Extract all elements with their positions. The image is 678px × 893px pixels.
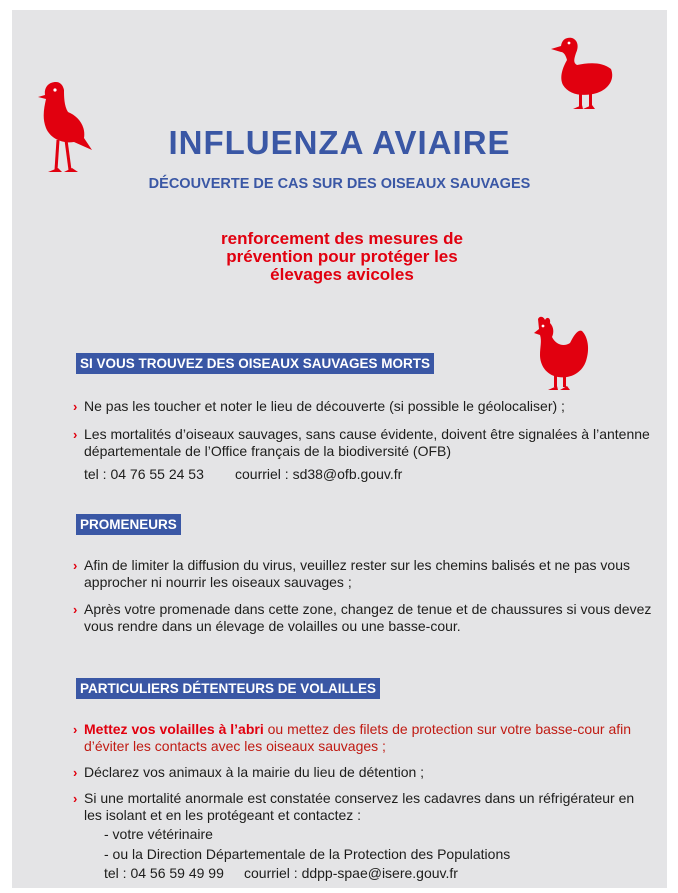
list-item: › Les mortalités d’oiseaux sauvages, sans cause évidente, doivent être signalées à l’antenne départementale de l’Office français de la biodiversité (OFB) <box>73 426 650 459</box>
list-item: › Si une mortalité anormale est constatée conservez les cadavres dans un réfrigérateur en les isolant et en les protégeant et contactez : <box>73 790 635 823</box>
shelter-instruction: Mettez vos volailles à l’abri ou mettez des filets de protection sur votre basse-cour afin d’éviter les contacts avec les oiseaux sauvages ; <box>84 721 632 754</box>
arrow-icon: › <box>73 791 78 806</box>
ofb-email[interactable]: courriel : sd38@ofb.gouv.fr <box>235 466 403 482</box>
list-item: › Après votre promenade dans cette zone, changez de tenue et de chaussures si vous devez vous rendre dans un élevage de volailles ou une basse-cour. <box>73 601 652 634</box>
list-item: › Ne pas les toucher et noter le lieu de découverte (si possible le géolocaliser) ; <box>73 398 565 414</box>
list-item <box>73 721 653 757</box>
arrow-icon: › <box>73 765 78 780</box>
contact-ddpp: - ou la Direction Départementale de la Protection des Populations <box>104 846 511 862</box>
list-item: › Afin de limiter la diffusion du virus, veuillez rester sur les chemins balisés et ne pas vous approcher ni nourrir les oiseaux sauvages ; <box>73 557 630 590</box>
list-item: › Déclarez vos animaux à la mairie du lieu de détention ; <box>73 764 425 780</box>
section-heading-dead-birds: SI VOUS TROUVEZ DES OISEAUX SAUVAGES MORTS <box>76 353 434 374</box>
page-subtitle: DÉCOUVERTE DE CAS SUR DES OISEAUX SAUVAGES <box>148 176 531 192</box>
section-heading-walkers: PROMENEURS <box>76 514 181 535</box>
contact-vet: - votre vétérinaire <box>104 826 213 842</box>
section-heading-poultry-owners: PARTICULIERS DÉTENTEURS DE VOLAILLES <box>76 678 380 699</box>
tagline: renforcement des mesures de prévention pour protéger les élevages avicoles <box>221 229 463 284</box>
hen-icon <box>530 315 592 393</box>
arrow-icon: › <box>73 399 78 414</box>
arrow-icon: › <box>73 722 78 737</box>
arrow-icon: › <box>73 602 78 617</box>
poster <box>12 10 667 888</box>
page-title: INFLUENZA AVIAIRE <box>168 124 511 161</box>
ddpp-email[interactable]: courriel : ddpp-spae@isere.gouv.fr <box>244 865 458 881</box>
duck-icon <box>547 35 617 113</box>
ddpp-phone: tel : 04 56 59 49 99 <box>104 865 224 881</box>
ofb-phone: tel : 04 76 55 24 53 <box>84 466 204 482</box>
arrow-icon: › <box>73 558 78 573</box>
arrow-icon: › <box>73 427 78 442</box>
